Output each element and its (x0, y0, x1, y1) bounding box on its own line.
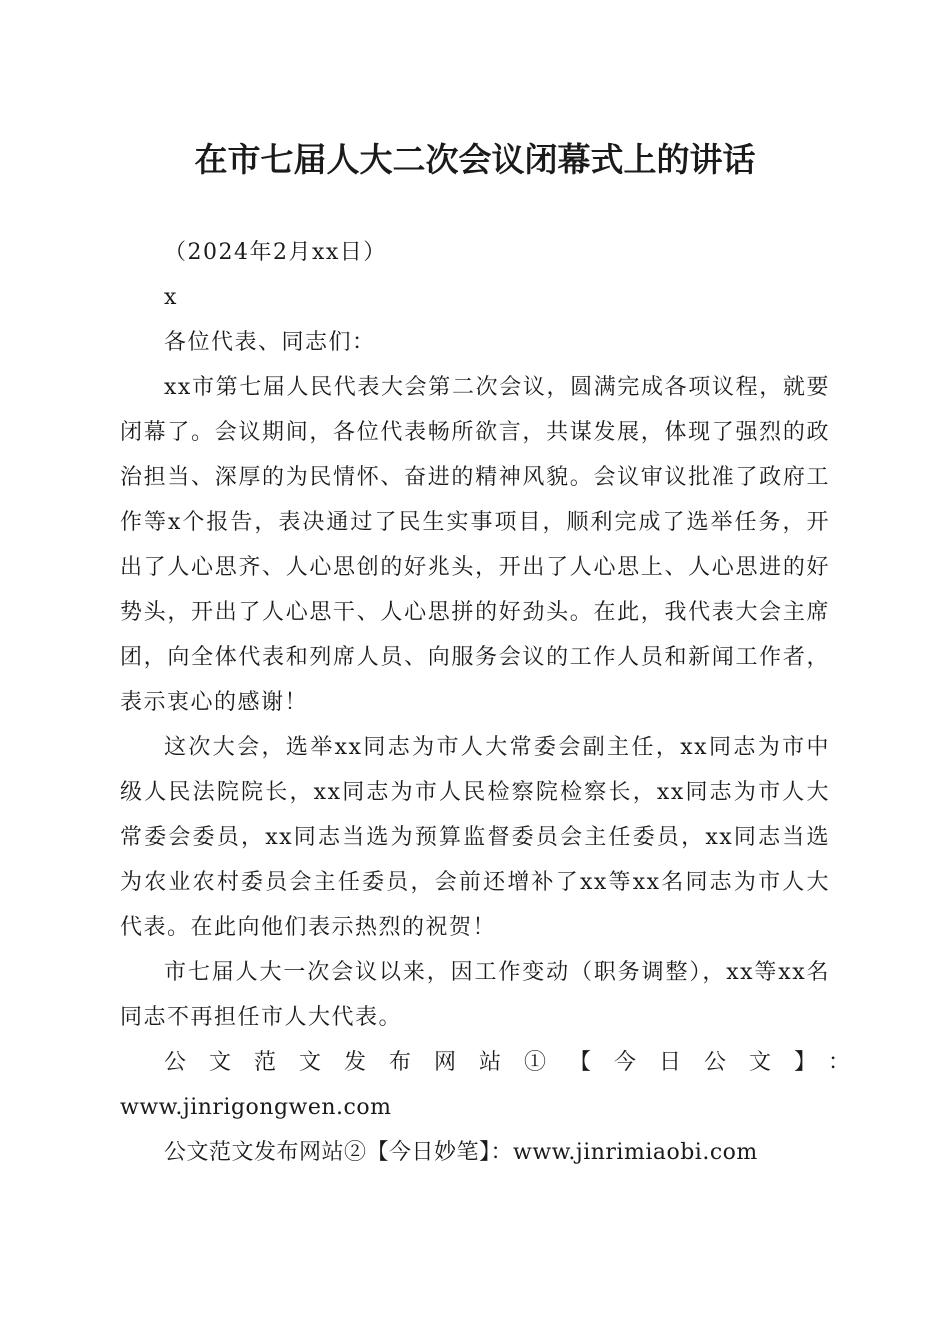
paragraph-3: 市七届人大一次会议以来，因工作变动（职务调整），xx等xx名同志不再担任市人大代表。 (120, 960, 830, 1030)
document-date: （2024年2月xx日） (164, 240, 387, 265)
paragraph-1: xx市第七届人民代表大会第二次会议，圆满完成各项议程，就要闭幕了。会议期间，各位代表畅所欲言，共谋发展，体现了强烈的政治担当、深厚的为民情怀、奋进的精神风貌。会议审议批准了政府工作等x个报告，表决通过了民生实事项目，顺利完成了选举任务，开出了人心思齐、人心思创的好兆头，开出了人心思上、人心思进的好势头，开出了人心思干、人心思拼的好劲头。在此，我代表大会主席团，向全体代表和列席人员、向服务会议的工作人员和新闻工作者，表示衷心的感谢！ (120, 375, 830, 715)
salutation: 各位代表、同志们： (164, 330, 376, 355)
site2-line: 公文范文发布网站②【今日妙笔】：www.jinrimiaobi.com (164, 1140, 758, 1165)
document-title: 在市七届人大二次会议闭幕式上的讲话 (194, 140, 756, 179)
site1-url: www.jinrigongwen.com (120, 1095, 392, 1120)
document-author: x (164, 285, 178, 310)
paragraph-2: 这次大会，选举xx同志为市人大常委会副主任，xx同志为市中级人民法院院长，xx同志为市人民检察院检察长，xx同志为市人大常委会委员，xx同志当选为预算监督委员会主任委员，xx同志当选为农业农村委员会主任委员，会前还增补了xx等xx名同志为市人大代表。在此向他们表示热烈的祝贺！ (120, 735, 830, 940)
document-body (120, 230, 874, 1175)
site1-label: 公文范文发布网站①【今日公文】： (164, 1050, 874, 1075)
